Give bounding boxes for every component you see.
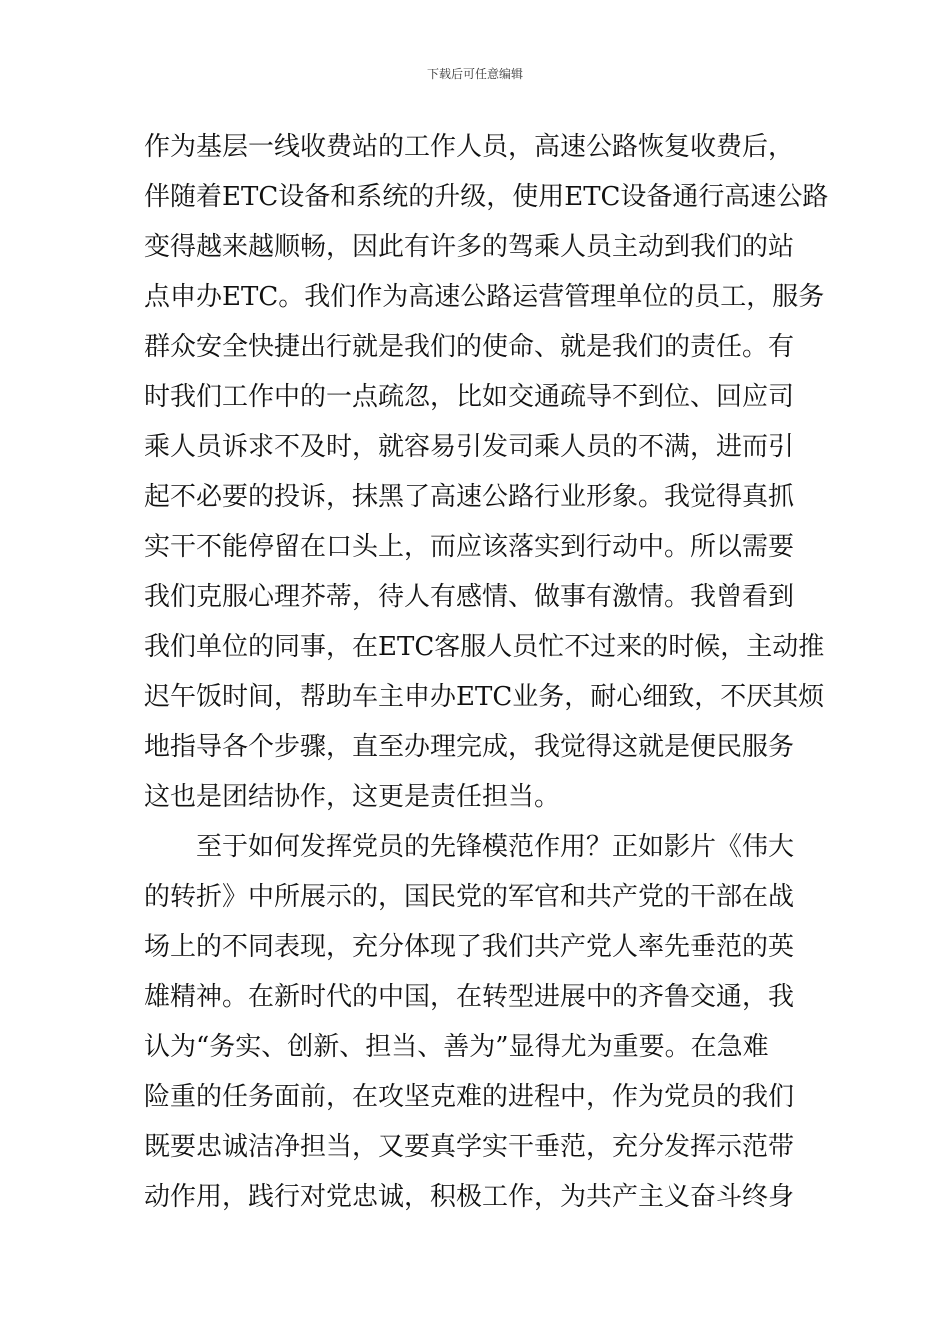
text-line: 点申办ETC。我们作为高速公路运营管理单位的员工，服务 bbox=[144, 282, 825, 312]
text-line: 我们克服心理芥蒂，待人有感情、做事有激情。我曾看到 bbox=[144, 582, 795, 612]
text-line: 我们单位的同事，在ETC客服人员忙不过来的时候，主动推 bbox=[144, 632, 825, 662]
text-line: 变得越来越顺畅，因此有许多的驾乘人员主动到我们的站 bbox=[144, 232, 795, 262]
document-body bbox=[144, 122, 844, 1222]
text-line: 雄精神。在新时代的中国，在转型进展中的齐鲁交通，我 bbox=[144, 982, 795, 1012]
text-line: 时我们工作中的一点疏忽，比如交通疏导不到位、回应司 bbox=[144, 382, 795, 412]
text-line: 起不必要的投诉，抹黑了高速公路行业形象。我觉得真抓 bbox=[144, 482, 795, 512]
text-line: 认为“务实、创新、担当、善为”显得尤为重要。在急难 bbox=[144, 1032, 769, 1062]
text-line: 实干不能停留在口头上，而应该落实到行动中。所以需要 bbox=[144, 532, 795, 562]
text-line: 群众安全快捷出行就是我们的使命、就是我们的责任。有 bbox=[144, 332, 795, 362]
text-line: 至于如何发挥党员的先锋模范作用？正如影片《伟大 bbox=[144, 832, 795, 862]
text-line: 的转折》中所展示的，国民党的军官和共产党的干部在战 bbox=[144, 882, 795, 912]
text-line: 这也是团结协作，这更是责任担当。 bbox=[144, 782, 561, 812]
text-line: 地指导各个步骤，直至办理完成，我觉得这就是便民服务 bbox=[144, 732, 795, 762]
text-line: 场上的不同表现，充分体现了我们共产党人率先垂范的英 bbox=[144, 932, 795, 962]
text-line: 险重的任务面前，在攻坚克难的进程中，作为党员的我们 bbox=[144, 1082, 795, 1112]
text-line: 动作用，践行对党忠诚，积极工作，为共产主义奋斗终身 bbox=[144, 1182, 795, 1212]
text-line: 伴随着ETC设备和系统的升级，使用ETC设备通行高速公路 bbox=[144, 182, 829, 212]
text-line: 迟午饭时间，帮助车主申办ETC业务，耐心细致，不厌其烦 bbox=[144, 682, 825, 712]
page-header-note: 下载后可任意编辑 bbox=[426, 67, 523, 81]
text-line: 既要忠诚洁净担当，又要真学实干垂范，充分发挥示范带 bbox=[144, 1132, 795, 1162]
text-line: 乘人员诉求不及时，就容易引发司乘人员的不满，进而引 bbox=[144, 432, 795, 462]
text-line: 作为基层一线收费站的工作人员，高速公路恢复收费后， bbox=[144, 132, 795, 162]
